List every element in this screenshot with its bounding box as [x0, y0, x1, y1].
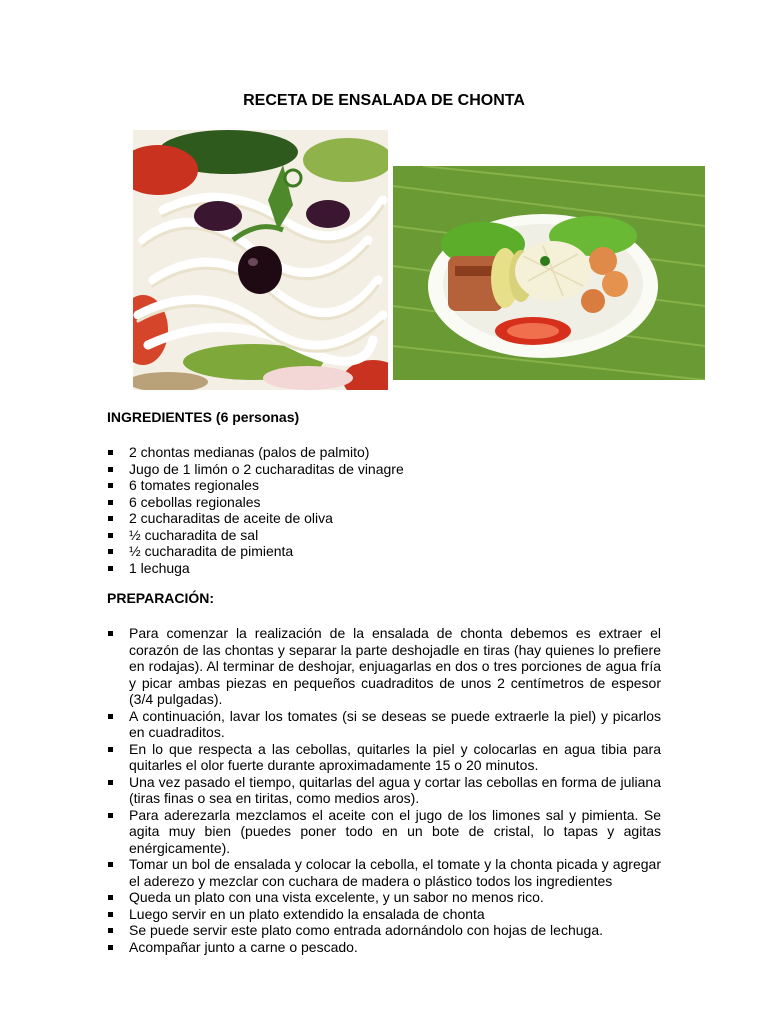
salad-plate-photo — [393, 166, 705, 380]
ingredient-item: ½ cucharadita de sal — [107, 527, 667, 544]
ingredient-item: 6 tomates regionales — [107, 477, 667, 494]
preparation-step: Acompañar junto a carne o pescado. — [107, 939, 661, 956]
ingredient-item: 1 lechuga — [107, 560, 667, 577]
ingredients-heading: INGREDIENTES (6 personas) — [107, 409, 300, 425]
preparation-step: Tomar un bol de ensalada y colocar la cebolla, el tomate y la chonta picada y agregar el aderezo y mezclar con cuchara de madera o plástico todos los ingredientes — [107, 856, 661, 889]
salad-plate-photo-image — [393, 166, 705, 380]
preparation-step: En lo que respecta a las cebollas, quitarles la piel y colocarlas en agua tibia para quitarles el olor fuerte durante aproximadamente 15 o 20 minutos. — [107, 741, 661, 774]
ingredient-item: 6 cebollas regionales — [107, 494, 667, 511]
preparation-heading: PREPARACIÓN: — [107, 590, 215, 606]
preparation-step: Luego servir en un plato extendido la ensalada de chonta — [107, 906, 661, 923]
ingredients-list — [107, 444, 667, 576]
ingredient-item: ½ cucharadita de pimienta — [107, 543, 667, 560]
preparation-step: Se puede servir este plato como entrada adornándolo con hojas de lechuga. — [107, 922, 661, 939]
recipe-title: RECETA DE ENSALADA DE CHONTA — [243, 92, 525, 109]
preparation-step: Una vez pasado el tiempo, quitarlas del agua y cortar las cebollas en forma de juliana (tiras finas o sea en tiritas, como medios aros). — [107, 774, 661, 807]
preparation-step: A continuación, lavar los tomates (si se deseas se puede extraerle la piel) y picarlos en cuadraditos. — [107, 708, 661, 741]
preparation-step: Para aderezarla mezclamos el aceite con el jugo de los limones sal y pimienta. Se agita muy bien (puedes poner todo en un bote de cristal, lo tapas y agitas enérgicamente). — [107, 807, 661, 857]
preparation-step: Queda un plato con una vista excelente, y un sabor no menos rico. — [107, 889, 661, 906]
preparation-steps-list — [107, 625, 661, 955]
ingredient-item: Jugo de 1 limón o 2 cucharaditas de vinagre — [107, 461, 667, 478]
preparation-step: Para comenzar la realización de la ensalada de chonta debemos es extraer el corazón de las chontas y separar la parte deshojadle en tiras (hay quienes lo prefiere en rodajas). Al terminar de deshojar, enjuagarlas en dos o tres porciones de agua fría y picar ambas piezas en pequeños cuadraditos de unos 2 centímetros de espesor (3/4 pulgadas). — [107, 625, 661, 708]
ingredient-item: 2 cucharaditas de aceite de oliva — [107, 510, 667, 527]
salad-photo-olives-image — [133, 130, 388, 390]
ingredient-item: 2 chontas medianas (palos de palmito) — [107, 444, 667, 461]
salad-photo-olives — [133, 130, 388, 390]
